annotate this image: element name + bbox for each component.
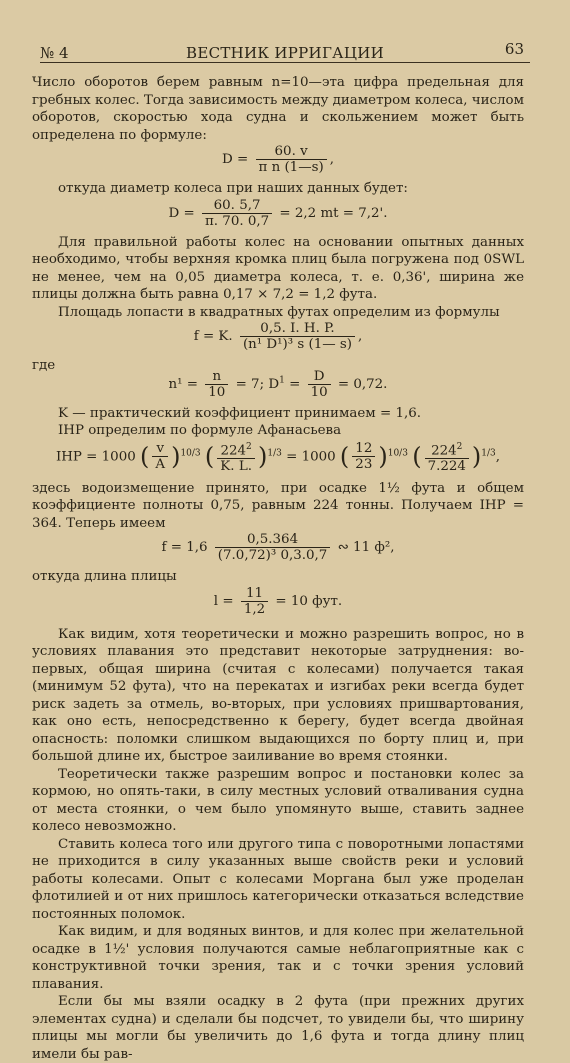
denominator: K. L. bbox=[220, 458, 252, 474]
fraction bbox=[352, 441, 375, 472]
formula-lhs: D = bbox=[168, 205, 195, 221]
value: 224 bbox=[431, 442, 457, 458]
exponent: 1/3 bbox=[267, 447, 282, 458]
formula-tail: , bbox=[495, 449, 501, 465]
page-number: 63 bbox=[504, 40, 524, 58]
paren-close: ) bbox=[171, 441, 181, 470]
fraction bbox=[205, 369, 228, 400]
paren-open: ( bbox=[140, 441, 150, 470]
numerator: n bbox=[205, 369, 228, 385]
denominator: π. 70. 0,7 bbox=[204, 213, 270, 229]
paragraph-3: Для правильной работы колес на основании опытных данных необходимо, чтобы верхняя кромка плиц была погружена под 0SWL не менее, чем на 0,05 диаметра колеса, т. е. 0,36', ширина же плицы должна быть равна 0,17 × 7,2 = 1,2 фута. bbox=[32, 234, 524, 302]
numerator bbox=[425, 440, 469, 459]
fraction bbox=[202, 198, 272, 229]
running-header bbox=[40, 38, 530, 63]
formula-tail: , bbox=[358, 329, 363, 344]
value: 224 bbox=[220, 442, 247, 458]
paren-close: ) bbox=[471, 441, 482, 470]
denominator: π n (1—s) bbox=[258, 160, 324, 175]
formula-rhs: = 10 фут. bbox=[275, 593, 343, 609]
denominator: 7.224 bbox=[427, 458, 466, 474]
formula-lhs: f = 1,6 bbox=[161, 540, 208, 555]
denominator: 23 bbox=[355, 457, 373, 473]
paragraph-6: K — практический коэффициент принимаем = 1,6. bbox=[58, 405, 422, 421]
paragraph-4: Площадь лопасти в квадратных футах определим из формулы bbox=[58, 304, 500, 320]
paragraph-12: Ставить колеса того или другого типа с поворотными лопастями не приходится в силу указанных выше свойств реки и условий работы колесами. Опыт с колесами Моргана был уже проделан флотилией и от них пришлось категорически отказаться вследствие постоянных поломок. bbox=[32, 836, 524, 922]
paren-open: ( bbox=[412, 441, 422, 470]
numerator: 60. 5,7 bbox=[202, 198, 272, 214]
article-body bbox=[32, 74, 524, 1063]
formula-lhs: f = K. bbox=[193, 329, 233, 344]
fraction bbox=[241, 586, 268, 617]
denominator: 10 bbox=[208, 384, 226, 400]
formula-blade-length bbox=[32, 586, 524, 622]
denominator: (7.0,72)³ 0,3.0,7 bbox=[217, 548, 328, 563]
numerator bbox=[217, 440, 255, 459]
formula-part: = 7; D bbox=[235, 376, 280, 392]
fraction bbox=[256, 144, 327, 175]
formula-rhs: = 2,2 mt = 7,2'. bbox=[279, 205, 388, 221]
exponent: 10/3 bbox=[180, 447, 201, 458]
paren-open: ( bbox=[339, 441, 350, 470]
numerator: 0,5.364 bbox=[215, 532, 331, 548]
numerator: 60. v bbox=[256, 144, 327, 160]
formula-part: = 0,72. bbox=[337, 376, 388, 392]
formula-diameter bbox=[32, 144, 524, 180]
paren-open: ( bbox=[204, 441, 215, 470]
numerator: v bbox=[152, 441, 168, 457]
fraction bbox=[240, 321, 355, 352]
formula-mid: = 1000 bbox=[286, 449, 336, 465]
numerator: 12 bbox=[352, 441, 375, 457]
formula-diameter-value bbox=[32, 198, 524, 234]
issue-number: № 4 bbox=[40, 44, 69, 62]
fraction bbox=[425, 440, 469, 474]
exponent: 1/3 bbox=[481, 447, 496, 458]
numerator: D bbox=[308, 369, 331, 385]
formula-blade-area bbox=[32, 321, 524, 357]
paragraph-11: Теоретически также разрешим вопрос и постановки колес за кормою, но опять-таки, в силу местных условий отваливания судна от места стоянки, о чем было упомянуто выше, ставить заднее колесо невозможно. bbox=[32, 766, 524, 834]
superscript: 1 bbox=[279, 375, 285, 386]
paragraph-5: где bbox=[32, 358, 56, 373]
paragraph-7: IHP определим по формуле Афанасьева bbox=[58, 423, 342, 438]
numerator: 0,5. I. H. P. bbox=[240, 321, 355, 337]
fraction bbox=[217, 440, 255, 474]
formula-tail: , bbox=[329, 152, 334, 167]
formula-lhs: l = bbox=[213, 593, 234, 609]
paragraph-1: Число оборотов берем равным n=10—эта цифра предельная для гребных колес. Тогда зависимость между диаметром колеса, числом оборотов, скоростью хода судна и скольжением может быть определена по формуле: bbox=[32, 75, 524, 143]
journal-title: ВЕСТНИК ИРРИГАЦИИ bbox=[186, 44, 384, 62]
superscript: 2 bbox=[456, 441, 463, 452]
formula-lhs: IHP = 1000 bbox=[55, 449, 136, 465]
paren-close: ) bbox=[257, 441, 268, 470]
exponent: 10/3 bbox=[387, 447, 408, 458]
fraction bbox=[152, 441, 168, 472]
paragraph-8: здесь водоизмещение принято, при осадке 1½ фута и общем коэффициенте полноты 0,75, равным 224 тонны. Получаем IHP = 364. Теперь имеем bbox=[32, 480, 524, 531]
denominator: (n¹ D¹)³ s (1— s) bbox=[242, 337, 352, 352]
paragraph-2: откуда диаметр колеса при наших данных будет: bbox=[58, 181, 408, 196]
formula-part: n¹ = bbox=[168, 376, 198, 392]
paragraph-13: Как видим, и для водяных винтов, и для колес при желательной осадке в 1½' условия получаются самые неблагоприятные как с конструктивной точки зрения, так и с точки зрения условий плавания. bbox=[32, 924, 524, 992]
denominator: 10 bbox=[310, 384, 328, 400]
paren-close: ) bbox=[378, 441, 388, 470]
paragraph-10: Как видим, хотя теоретически и можно разрешить вопрос, но в условиях плавания это представит некоторые затруднения: во-первых, общая ширина (считая с колесами) получается такая (минимум 52 фута), что на перекатах и изгибах реки всегда будет риск задеть за отмель, во-вторых, при условиях пришвартования, как оно есть, непосредственно к берегу, будет всегда двойная опасность: поломки слишком выдающихся по борту плиц и, при большой длине их, быстрое заиливание во время стоянки. bbox=[32, 626, 524, 764]
denominator: 1,2 bbox=[243, 601, 266, 617]
formula-definitions bbox=[32, 369, 524, 405]
denominator: A bbox=[155, 457, 166, 473]
formula-afanasiev bbox=[32, 440, 524, 480]
numerator: 11 bbox=[241, 586, 268, 602]
paragraph-9: откуда длина плицы bbox=[32, 569, 177, 584]
superscript: 2 bbox=[246, 441, 252, 452]
fraction bbox=[215, 532, 331, 563]
fraction bbox=[308, 369, 331, 400]
paragraph-14: Если бы мы взяли осадку в 2 фута (при прежних других элементах судна) и сделали бы подсчет, то увидели бы, что ширину плицы мы могли бы увеличить до 1,6 фута и тогда длину плиц имели бы рав- bbox=[32, 994, 524, 1062]
formula-part: = bbox=[289, 376, 301, 392]
formula-lhs: D = bbox=[222, 152, 249, 167]
formula-blade-area-value bbox=[32, 532, 524, 568]
formula-rhs: ∾ 11 ф², bbox=[337, 540, 395, 555]
